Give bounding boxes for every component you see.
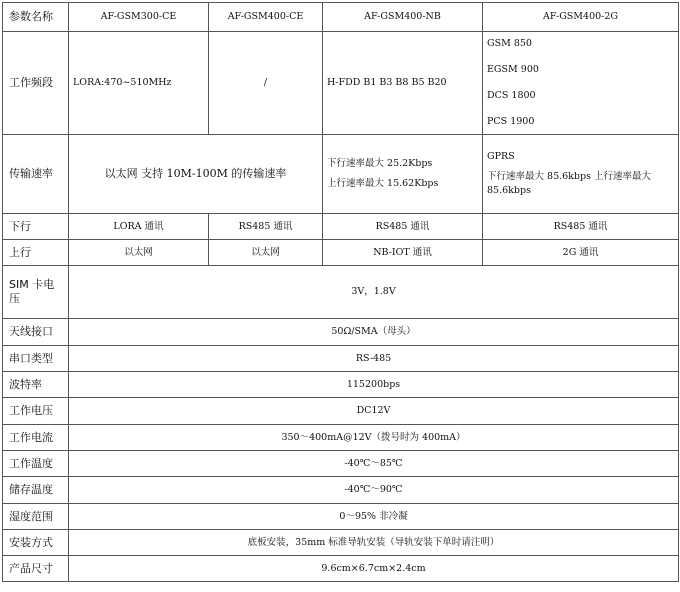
row-value: -40℃～85℃ (69, 451, 679, 477)
band-egsm900: EGSM 900 (487, 64, 539, 75)
spec-row (3, 504, 679, 530)
up-row (3, 240, 679, 266)
freq-nb: H-FDD B1 B3 B8 B5 B20 (323, 32, 483, 135)
row-label: 安装方式 (3, 530, 69, 556)
rate-label: 传输速率 (3, 135, 69, 214)
row-label: 天线接口 (3, 319, 69, 346)
model-header-2: AF-GSM400-CE (209, 3, 323, 32)
param-name-header: 参数名称 (3, 3, 69, 32)
rate-nb (323, 135, 483, 214)
spec-row (3, 372, 679, 398)
spec-table (2, 2, 679, 582)
up-c2: 以太网 (209, 240, 323, 266)
rate-nb-up: 上行速率最大 15.62Kbps (327, 178, 439, 189)
row-label: 产品尺寸 (3, 556, 69, 582)
row-label: 储存温度 (3, 477, 69, 504)
band-pcs1900: PCS 1900 (487, 116, 535, 127)
rate-2g-gprs: GPRS (487, 151, 515, 162)
up-label: 上行 (3, 240, 69, 266)
model-header-1: AF-GSM300-CE (69, 3, 209, 32)
up-c4: 2G 通讯 (483, 240, 679, 266)
up-c3: NB-IOT 通讯 (323, 240, 483, 266)
spec-row (3, 346, 679, 372)
row-value: 50Ω/SMA（母头） (69, 319, 679, 346)
up-c1: 以太网 (69, 240, 209, 266)
row-value: 底板安装，35mm 标准导轨安装（导轨安装下单时请注明） (69, 530, 679, 556)
rate-row (3, 135, 679, 214)
down-c1: LORA 通讯 (69, 214, 209, 240)
freq-row (3, 32, 679, 135)
freq-none: / (209, 32, 323, 135)
freq-lora: LORA:470~510MHz (69, 32, 209, 135)
freq-2g (483, 32, 679, 135)
row-value: DC12V (69, 398, 679, 425)
rate-2g (483, 135, 679, 214)
down-c3: RS485 通讯 (323, 214, 483, 240)
row-value: 0～95% 非冷凝 (69, 504, 679, 530)
rate-nb-down: 下行速率最大 25.2Kbps (327, 158, 433, 169)
band-gsm850: GSM 850 (487, 38, 532, 49)
spec-row (3, 530, 679, 556)
down-label: 下行 (3, 214, 69, 240)
row-label: 工作电压 (3, 398, 69, 425)
sim-label: SIM 卡电压 (3, 266, 69, 319)
row-value: RS-485 (69, 346, 679, 372)
down-c2: RS485 通讯 (209, 214, 323, 240)
spec-row (3, 425, 679, 451)
model-header-4: AF-GSM400-2G (483, 3, 679, 32)
down-c4: RS485 通讯 (483, 214, 679, 240)
row-label: 工作电流 (3, 425, 69, 451)
row-label: 湿度范围 (3, 504, 69, 530)
down-row (3, 214, 679, 240)
rate-ethernet: 以太网 支持 10M-100M 的传输速率 (69, 135, 323, 214)
band-dcs1800: DCS 1800 (487, 90, 536, 101)
spec-row (3, 398, 679, 425)
sim-value: 3V，1.8V (69, 266, 679, 319)
row-value: 9.6cm×6.7cm×2.4cm (69, 556, 679, 582)
spec-row (3, 477, 679, 504)
row-value: 115200bps (69, 372, 679, 398)
row-value: 350～400mA@12V（拨号时为 400mA） (69, 425, 679, 451)
header-row (3, 3, 679, 32)
row-label: 波特率 (3, 372, 69, 398)
spec-row (3, 451, 679, 477)
sim-row (3, 266, 679, 319)
spec-row (3, 556, 679, 582)
row-value: -40℃～90℃ (69, 477, 679, 504)
row-label: 串口类型 (3, 346, 69, 372)
spec-row (3, 319, 679, 346)
freq-label: 工作频段 (3, 32, 69, 135)
model-header-3: AF-GSM400-NB (323, 3, 483, 32)
row-label: 工作温度 (3, 451, 69, 477)
rate-2g-speed: 下行速率最大 85.6kbps 上行速率最大 85.6kbps (487, 171, 651, 196)
